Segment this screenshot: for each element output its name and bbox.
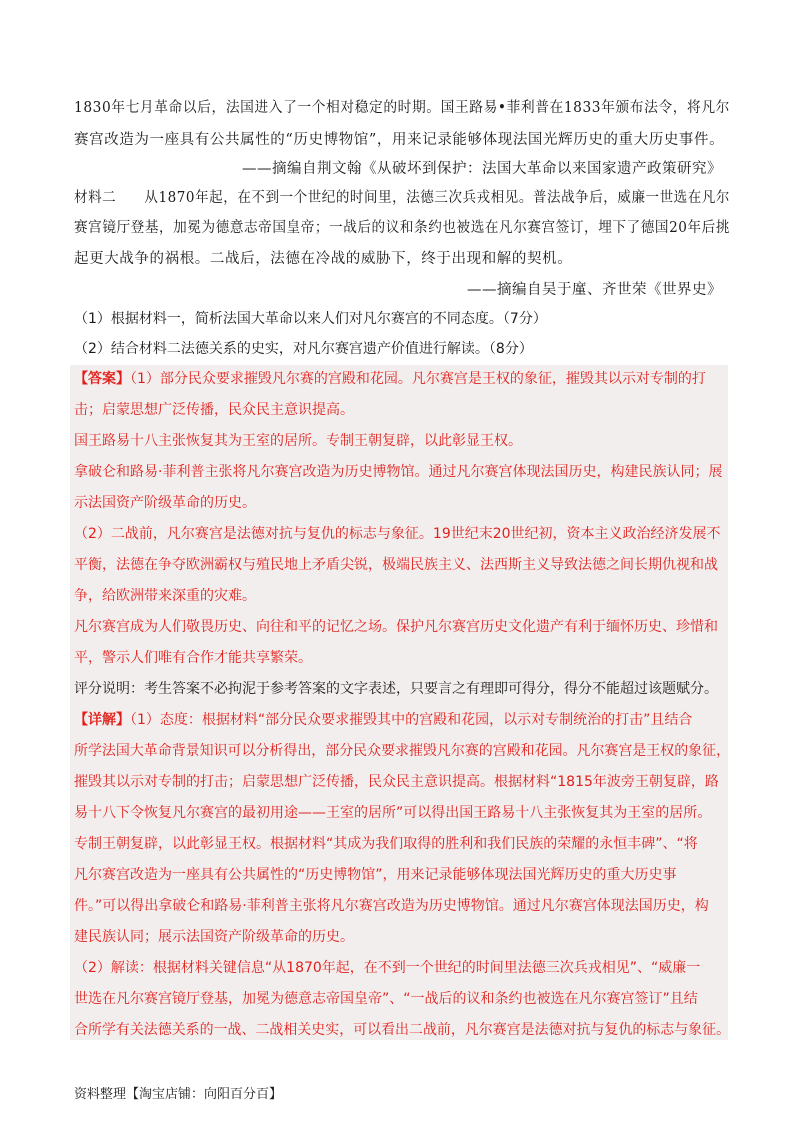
answer-line: 平衡，法德在争夺欧洲霸权与殖民地上矛盾尖锐，极端民族主义、法西斯主义导致法德之间长期仇视和战	[74, 557, 718, 573]
answer-line: 拿破仑和路易·菲利普主张将凡尔赛宫改造为历史博物馆。通过凡尔赛宫体现法国历史，构建民族认同；展	[74, 464, 723, 480]
material-one-line: 1830年七月革命以后，法国进入了一个相对稳定的时期。国王路易•菲利普在1833年颁布法令，将凡尔	[74, 100, 731, 116]
answer-tag: 【答案】	[74, 371, 130, 387]
answer-line	[74, 369, 706, 389]
detail-line: 摧毁其以示对专制的打击；启蒙思想广泛传播，民众民主意识提高。根据材料“1815年波旁王朝复辟，路	[74, 774, 719, 790]
answer-line: （2）二战前，凡尔赛宫是法德对抗与复仇的标志与象征。19世纪末20世纪初，资本主义政治经济发展不	[74, 526, 721, 542]
detail-line: 凡尔赛宫改造为一座具有公共属性的“历史博物馆”，用来记录能够体现法国光辉历史的重大历史事	[74, 867, 677, 883]
detail-line: 专制王朝复辟，以此彰显王权。根据材料“其成为我们取得的胜利和我们民族的荣耀的永恒丰碑”、“将	[74, 836, 698, 852]
answer-line: 击；启蒙思想广泛传播，民众民主意识提高。	[74, 402, 354, 418]
answer-line: 争，给欧洲带来深重的灾难。	[74, 588, 256, 604]
question-1: （1）根据材料一，简析法国大革命以来人们对凡尔赛宫的不同态度。（7分）	[74, 311, 547, 327]
question-2: （2）结合材料二法德关系的史实，对凡尔赛宫遗产价值进行解读。（8分）	[74, 341, 533, 357]
detail-line: （2）解读：根据材料关键信息“从1870年起，在不到一个世纪的时间里法德三次兵戎相见”、“威廉一	[74, 960, 701, 976]
answer-text: （1）部分民众要求摧毁凡尔赛的宫殿和花园。凡尔赛宫是王权的象征，摧毁其以示对专制的打	[130, 371, 706, 387]
page-footer: 资料整理【淘宝店铺：向阳百分百】	[74, 1087, 283, 1102]
grading-note: 评分说明：考生答案不必拘泥于参考答案的文字表述，只要言之有理即可得分，得分不能超过该题赋分。	[74, 681, 718, 697]
detail-text: （1）态度：根据材料“部分民众要求摧毁其中的宫殿和花园，以示对专制统治的打击”且结合	[130, 712, 693, 728]
answer-line: 平，警示人们唯有合作才能共享繁荣。	[74, 650, 312, 666]
detail-tag: 【详解】	[74, 712, 130, 728]
detail-line: 合所学有关法德关系的一战、二战相关史实，可以看出二战前，凡尔赛宫是法德对抗与复仇的标志与象征。	[74, 1022, 731, 1038]
answer-line: 凡尔赛宫成为人们敬畏历史、向往和平的记忆之场。保护凡尔赛宫历史文化遗产有利于缅怀历史、珍惜和	[74, 619, 718, 635]
detail-line	[74, 710, 692, 730]
material-one-line: 赛宫改造为一座具有公共属性的“历史博物馆”，用来记录能够体现法国光辉历史的重大历史事件。	[74, 132, 725, 148]
detail-line: 世选在凡尔赛宫镜厅登基，加冕为德意志帝国皇帝”、“一战后的议和条约也被选在凡尔赛宫签订”且结	[74, 991, 698, 1007]
detail-line: 易十八下令恢复凡尔赛宫的最初用途——王室的居所”可以得出国王路易十八主张恢复其为王室的居所。	[74, 805, 712, 821]
material-two-line: 材料二 从1870年起，在不到一个世纪的时间里，法德三次兵戎相见。普法战争后，威廉一世选在凡尔	[74, 190, 730, 206]
detail-line: 建民族认同；展示法国资产阶级革命的历史。	[74, 929, 354, 945]
detail-line: 所学法国大革命背景知识可以分析得出，部分民众要求摧毁凡尔赛的宫殿和花园。凡尔赛宫是王权的象征，	[74, 743, 731, 759]
answer-line: 示法国资产阶级革命的历史。	[74, 495, 256, 511]
material-one-source: ——摘编自荆文翰《从破坏到保护：法国大革命以来国家遗产政策研究》	[242, 161, 722, 177]
material-two-source: ——摘编自吴于廑、齐世荣《世界史》	[467, 282, 722, 298]
material-two-line: 起更大战争的祸根。二战后，法德在冷战的威胁下，终于出现和解的契机。	[74, 251, 573, 267]
material-two-line: 赛宫镜厅登基，加冕为德意志帝国皇帝；一战后的议和条约也被选在凡尔赛宫签订，埋下了德国20年后挑	[74, 220, 731, 236]
answer-line: 国王路易十八主张恢复其为王室的居所。专制王朝复辟，以此彰显王权。	[74, 433, 522, 449]
detail-line: 件。”可以得出拿破仑和路易·菲利普主张将凡尔赛宫改造为历史博物馆。通过凡尔赛宫体现法国历史，构	[74, 898, 709, 914]
